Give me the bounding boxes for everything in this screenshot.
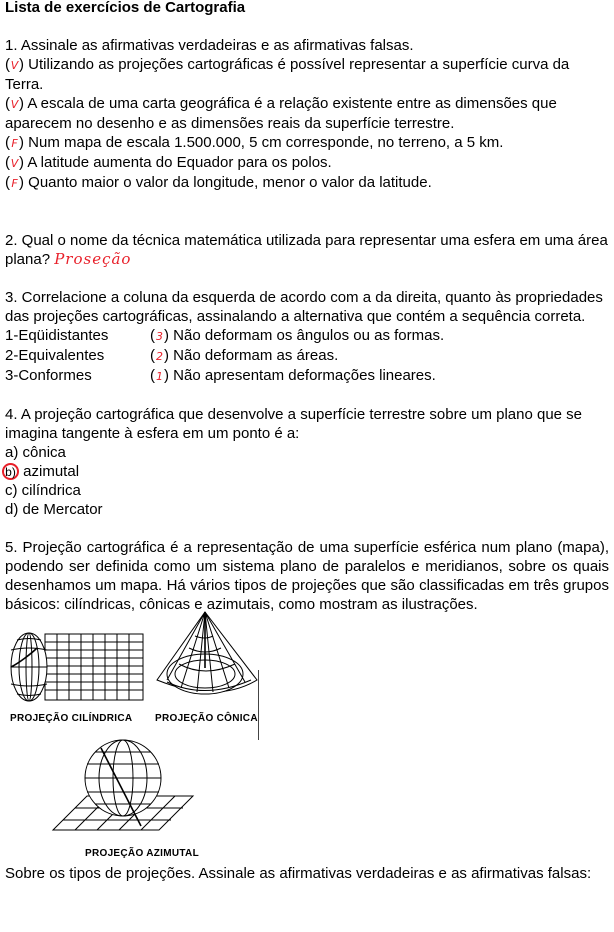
q3-mark: 2 xyxy=(156,350,163,363)
q1-item: (F) Num mapa de escala 1.500.000, 5 cm corresponde, no terreno, a 5 km. xyxy=(5,134,504,151)
q4-option-text: cilíndrica xyxy=(21,482,81,499)
q3-row: 2-Equivalentes (2) Não deformam as áreas. xyxy=(5,347,339,364)
caption-azimutal: PROJEÇÃO AZIMUTAL xyxy=(85,848,199,859)
q2-stem-text: 2. Qual o nome da técnica matemática utilizada para representar uma esfera em uma área plana? xyxy=(5,232,608,268)
q3-right: ) Não deformam as áreas. xyxy=(164,347,339,364)
q4-option-text: cônica xyxy=(22,444,66,461)
q5-followup: Sobre os tipos de projeções. Assinale as afirmativas verdadeiras e as afirmativas falsas: xyxy=(5,865,592,882)
q1-mark: F xyxy=(11,137,18,150)
caption-cilindrica: PROJEÇÃO CILÍNDRICA xyxy=(10,713,133,724)
page-title: Lista de exercícios de Cartografia xyxy=(5,0,246,16)
q1-item-text: ) Num mapa de escala 1.500.000, 5 cm corresponde, no terreno, a 5 km. xyxy=(19,134,504,151)
q4-option-text: azimutal xyxy=(23,463,80,480)
conical-projection-illustration xyxy=(147,608,267,708)
q3-left: 2-Equivalentes xyxy=(5,347,105,364)
q4-option-selected xyxy=(5,462,609,481)
cylindrical-projection-illustration xyxy=(7,628,147,706)
q1-item: (F) Quanto maior o valor da longitude, menor o valor da latitude. xyxy=(5,174,432,191)
q4-option-letter: d) xyxy=(5,501,19,518)
caption-conica: PROJEÇÃO CÔNICA xyxy=(155,713,258,724)
q1-mark: V xyxy=(10,157,19,170)
q3-right: ) Não deformam os ângulos ou as formas. xyxy=(164,327,445,344)
q3-left: 1-Eqüidistantes xyxy=(5,327,109,344)
q2-handwritten-answer: Proseção xyxy=(54,250,132,268)
q3-row: 3-Conformes (1) Não apresentam deformações lineares. xyxy=(5,367,436,384)
q1-stem: 1. Assinale as afirmativas verdadeiras e as afirmativas falsas. xyxy=(5,37,414,54)
divider-line xyxy=(258,670,259,740)
q4-stem: 4. A projeção cartográfica que desenvolve a superfície terrestre sobre um plano que se imagina tangente à esfera em um ponto é a: xyxy=(5,406,583,442)
q1-item: (V) Utilizando as projeções cartográficas é possível representar a superfície curva da Terra. xyxy=(5,56,570,93)
projection-illustrations xyxy=(5,620,609,858)
q4-option xyxy=(5,481,609,500)
q4-option-letter: c) xyxy=(5,482,18,499)
q5-stem: 5. Projeção cartográfica é a representação de uma superfície esférica num plano (mapa), podendo ser definida como um sistema plano de paralelos e meridianos, sobre os quais desenhamos um mapa. Há vários tipos de projeções que são classificadas em três grupos básicos: cilíndricas, cônicas e azimutais, como mostram as ilustrações. xyxy=(5,539,609,613)
q3-right: ) Não apresentam deformações lineares. xyxy=(164,367,436,384)
document-page xyxy=(5,0,609,883)
q4-option xyxy=(5,500,609,519)
q4-option-text: de Mercator xyxy=(22,501,103,518)
q1-item-text: ) A escala de uma carta geográfica é a relação existente entre as dimensões que aparecem no desenho e as dimensões reais da superfície terrestre. xyxy=(5,95,557,132)
q1-item-text: ) Utilizando as projeções cartográficas é possível representar a superfície curva da Terra. xyxy=(5,56,570,93)
q1-item-text: ) Quanto maior o valor da longitude, menor o valor da latitude. xyxy=(19,174,432,191)
q3-row: 1-Eqüidistantes (3) Não deformam os ângulos ou as formas. xyxy=(5,327,445,344)
q1-item-text: ) A latitude aumenta do Equador para os polos. xyxy=(19,154,332,171)
q4-option-letter: b) xyxy=(5,465,16,479)
q3-mark: 1 xyxy=(156,370,163,383)
q1-mark: V xyxy=(10,98,19,111)
q2-stem xyxy=(5,231,609,269)
azimuthal-projection-illustration xyxy=(47,732,197,844)
q4-option xyxy=(5,443,609,462)
q1-mark: F xyxy=(11,177,18,190)
q1-item: (V) A latitude aumenta do Equador para os polos. xyxy=(5,154,332,171)
q1-mark: V xyxy=(10,59,19,72)
selected-circle-mark xyxy=(2,463,19,480)
q1-item: (V) A escala de uma carta geográfica é a relação existente entre as dimensões que aparecem no desenho e as dimensões reais da superfície terrestre. xyxy=(5,95,557,132)
q4-option-letter: a) xyxy=(5,444,19,461)
q3-left: 3-Conformes xyxy=(5,367,92,384)
q3-stem: 3. Correlacione a coluna da esquerda de acordo com a da direita, quanto às propriedades das projeções cartográficas, assinalando a alternativa que contém a sequência correta. xyxy=(5,289,603,325)
q3-mark: 3 xyxy=(156,330,163,343)
